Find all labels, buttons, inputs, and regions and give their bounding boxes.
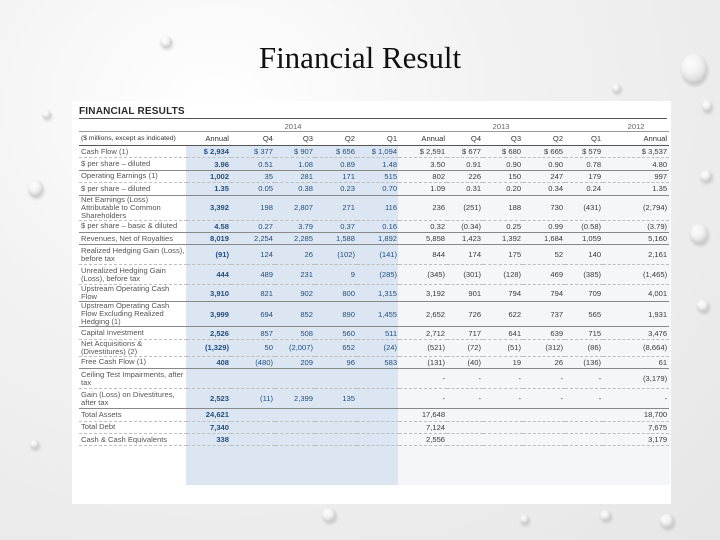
table-cell: 3,999 bbox=[187, 302, 231, 327]
table-cell: 18,700 bbox=[603, 409, 669, 421]
table-cell: 0.20 bbox=[483, 183, 523, 195]
table-cell bbox=[523, 433, 565, 445]
table-cell: 1,002 bbox=[187, 170, 231, 182]
table-cell bbox=[231, 369, 275, 389]
table-cell: - bbox=[399, 369, 447, 389]
table-cell: 0.25 bbox=[483, 220, 523, 232]
table-cell: (3.79) bbox=[603, 220, 669, 232]
table-cell: 2,526 bbox=[187, 327, 231, 339]
table-cell: 0.24 bbox=[565, 183, 603, 195]
table-cell: $ 677 bbox=[447, 146, 483, 158]
table-cell: 247 bbox=[523, 170, 565, 182]
table-row bbox=[79, 327, 669, 339]
table-cell: 844 bbox=[399, 245, 447, 265]
table-cell: 150 bbox=[483, 170, 523, 182]
table-cell: 0.23 bbox=[315, 183, 357, 195]
table-cell: 140 bbox=[565, 245, 603, 265]
table-cell: 1,059 bbox=[565, 232, 603, 244]
table-row bbox=[79, 389, 669, 409]
table-cell: $ 2,591 bbox=[399, 146, 447, 158]
table-cell: 1,392 bbox=[483, 232, 523, 244]
table-cell bbox=[357, 409, 399, 421]
table-cell bbox=[187, 369, 231, 389]
table-cell: 717 bbox=[447, 327, 483, 339]
table-cell: $ 377 bbox=[231, 146, 275, 158]
table-cell bbox=[483, 421, 523, 433]
table-cell: 5,160 bbox=[603, 232, 669, 244]
year-header-2014: 2014 bbox=[187, 121, 399, 132]
table-cell: 737 bbox=[523, 302, 565, 327]
table-cell: (1,329) bbox=[187, 339, 231, 356]
table-cell: 1.09 bbox=[399, 183, 447, 195]
column-header: Q1 bbox=[565, 132, 603, 146]
table-row bbox=[79, 369, 669, 389]
water-droplet bbox=[702, 100, 712, 112]
table-cell: 515 bbox=[357, 170, 399, 182]
units-note: ($ millions, except as indicated) bbox=[79, 132, 187, 146]
table-cell: 565 bbox=[565, 302, 603, 327]
table-cell: 2,285 bbox=[275, 232, 315, 244]
table-cell: 1.48 bbox=[357, 158, 399, 170]
table-cell: (385) bbox=[565, 265, 603, 285]
column-header: Annual bbox=[603, 132, 669, 146]
table-cell bbox=[357, 421, 399, 433]
table-cell: (91) bbox=[187, 245, 231, 265]
year-header-row bbox=[79, 121, 669, 132]
table-cell bbox=[565, 421, 603, 433]
table-cell bbox=[315, 433, 357, 445]
table-row bbox=[79, 158, 669, 170]
table-cell: 694 bbox=[231, 302, 275, 327]
table-cell: (301) bbox=[447, 265, 483, 285]
table-cell: (2,007) bbox=[275, 339, 315, 356]
table-cell: (72) bbox=[447, 339, 483, 356]
column-header-row bbox=[79, 132, 669, 146]
table-cell: 24,621 bbox=[187, 409, 231, 421]
table-cell bbox=[483, 433, 523, 445]
table-cell: 901 bbox=[447, 285, 483, 302]
table-cell: (40) bbox=[447, 356, 483, 368]
table-cell: - bbox=[483, 389, 523, 409]
table-row bbox=[79, 183, 669, 195]
row-label: $ per share – basic & diluted bbox=[79, 220, 187, 232]
table-cell: - bbox=[523, 389, 565, 409]
row-label: $ per share – diluted bbox=[79, 158, 187, 170]
table-cell: 19 bbox=[483, 356, 523, 368]
table-cell: (131) bbox=[399, 356, 447, 368]
table-cell: 2,399 bbox=[275, 389, 315, 409]
table-cell: 2,556 bbox=[399, 433, 447, 445]
table-cell: 408 bbox=[187, 356, 231, 368]
table-cell: 52 bbox=[523, 245, 565, 265]
table-row bbox=[79, 433, 669, 445]
table-cell bbox=[565, 433, 603, 445]
table-cell: 857 bbox=[231, 327, 275, 339]
table-cell bbox=[357, 433, 399, 445]
table-cell: (3,179) bbox=[603, 369, 669, 389]
row-label: Total Debt bbox=[79, 421, 187, 433]
financial-results-table-image bbox=[72, 101, 671, 504]
table-cell: 271 bbox=[315, 195, 357, 220]
table-row bbox=[79, 195, 669, 220]
table-cell: 0.91 bbox=[447, 158, 483, 170]
table-cell: 198 bbox=[231, 195, 275, 220]
table-cell: (141) bbox=[357, 245, 399, 265]
table-row bbox=[79, 170, 669, 182]
table-row bbox=[79, 302, 669, 327]
table-cell bbox=[275, 369, 315, 389]
column-header: Annual bbox=[399, 132, 447, 146]
table-cell: $ 907 bbox=[275, 146, 315, 158]
table-cell: 338 bbox=[187, 433, 231, 445]
table-cell: 902 bbox=[275, 285, 315, 302]
table-cell: 0.31 bbox=[447, 183, 483, 195]
table-cell bbox=[231, 409, 275, 421]
table-cell: $ 680 bbox=[483, 146, 523, 158]
table-cell: 652 bbox=[315, 339, 357, 356]
table-cell: 50 bbox=[231, 339, 275, 356]
table-row bbox=[79, 339, 669, 356]
column-header: Q4 bbox=[231, 132, 275, 146]
table-cell bbox=[231, 433, 275, 445]
table-cell: (431) bbox=[565, 195, 603, 220]
table-cell: (1,465) bbox=[603, 265, 669, 285]
water-droplet bbox=[28, 180, 43, 197]
table-cell: 188 bbox=[483, 195, 523, 220]
row-label: Gain (Loss) on Divestitures, after tax bbox=[79, 389, 187, 409]
table-row bbox=[79, 146, 669, 158]
table-row bbox=[79, 409, 669, 421]
financial-results-table bbox=[79, 121, 669, 446]
table-cell bbox=[315, 369, 357, 389]
table-cell: 0.16 bbox=[357, 220, 399, 232]
row-label: Net Earnings (Loss) Attributable to Common Shareholders bbox=[79, 195, 187, 220]
table-cell: $ 579 bbox=[565, 146, 603, 158]
row-label: Cash Flow (1) bbox=[79, 146, 187, 158]
table-cell: 4.58 bbox=[187, 220, 231, 232]
table-cell: 0.05 bbox=[231, 183, 275, 195]
table-cell bbox=[447, 421, 483, 433]
table-cell bbox=[523, 421, 565, 433]
table-cell: 2,254 bbox=[231, 232, 275, 244]
row-label: Revenues, Net of Royalties bbox=[79, 232, 187, 244]
table-cell: 5,858 bbox=[399, 232, 447, 244]
table-cell: - bbox=[399, 389, 447, 409]
table-cell: $ 2,934 bbox=[187, 146, 231, 158]
table-cell: 511 bbox=[357, 327, 399, 339]
table-cell: 179 bbox=[565, 170, 603, 182]
row-label: Total Assets bbox=[79, 409, 187, 421]
heading-rule bbox=[79, 118, 667, 119]
table-cell: 641 bbox=[483, 327, 523, 339]
table-cell: - bbox=[523, 369, 565, 389]
table-cell: (128) bbox=[483, 265, 523, 285]
table-cell: (0.34) bbox=[447, 220, 483, 232]
table-cell: 4.80 bbox=[603, 158, 669, 170]
row-label: Realized Hedging Gain (Loss), before tax bbox=[79, 245, 187, 265]
water-droplet bbox=[690, 224, 708, 244]
table-row bbox=[79, 285, 669, 302]
table-cell: $ 665 bbox=[523, 146, 565, 158]
water-droplet bbox=[520, 515, 529, 524]
row-label: Upstream Operating Cash Flow bbox=[79, 285, 187, 302]
column-header: Q3 bbox=[275, 132, 315, 146]
table-cell: 715 bbox=[565, 327, 603, 339]
table-cell: 226 bbox=[447, 170, 483, 182]
table-cell: 794 bbox=[523, 285, 565, 302]
table-cell: 281 bbox=[275, 170, 315, 182]
table-cell bbox=[275, 421, 315, 433]
table-heading: FINANCIAL RESULTS bbox=[79, 106, 185, 117]
table-cell: 9 bbox=[315, 265, 357, 285]
table-cell: (102) bbox=[315, 245, 357, 265]
row-label: Capital Investment bbox=[79, 327, 187, 339]
table-cell: 171 bbox=[315, 170, 357, 182]
table-row bbox=[79, 356, 669, 368]
table-cell: 3,476 bbox=[603, 327, 669, 339]
table-cell: 1,684 bbox=[523, 232, 565, 244]
table-cell: 7,124 bbox=[399, 421, 447, 433]
table-cell: 26 bbox=[275, 245, 315, 265]
table-cell: 997 bbox=[603, 170, 669, 182]
table-cell: $ 3,537 bbox=[603, 146, 669, 158]
water-droplet bbox=[697, 300, 709, 312]
table-cell: 1,315 bbox=[357, 285, 399, 302]
table-cell: 174 bbox=[447, 245, 483, 265]
table-cell: 236 bbox=[399, 195, 447, 220]
table-cell: 1.35 bbox=[603, 183, 669, 195]
table-cell: 2,161 bbox=[603, 245, 669, 265]
water-droplet bbox=[322, 508, 336, 522]
table-cell: 800 bbox=[315, 285, 357, 302]
table-cell: 1,423 bbox=[447, 232, 483, 244]
column-header: Q1 bbox=[357, 132, 399, 146]
table-cell bbox=[357, 389, 399, 409]
water-droplet bbox=[700, 170, 712, 182]
table-cell: 0.78 bbox=[565, 158, 603, 170]
water-droplet bbox=[612, 84, 621, 93]
table-cell: $ 656 bbox=[315, 146, 357, 158]
table-cell: 2,712 bbox=[399, 327, 447, 339]
table-cell: 35 bbox=[231, 170, 275, 182]
column-header: Q3 bbox=[483, 132, 523, 146]
table-cell: 1.35 bbox=[187, 183, 231, 195]
table-cell bbox=[315, 409, 357, 421]
table-cell: (51) bbox=[483, 339, 523, 356]
row-label: Unrealized Hedging Gain (Loss), before tax bbox=[79, 265, 187, 285]
table-cell: 0.70 bbox=[357, 183, 399, 195]
row-label: Operating Earnings (1) bbox=[79, 170, 187, 182]
table-cell: 1,455 bbox=[357, 302, 399, 327]
table-cell: 3,179 bbox=[603, 433, 669, 445]
table-cell: 7,340 bbox=[187, 421, 231, 433]
table-cell bbox=[483, 409, 523, 421]
table-cell: (86) bbox=[565, 339, 603, 356]
table-row bbox=[79, 220, 669, 232]
table-cell: 116 bbox=[357, 195, 399, 220]
table-cell: (136) bbox=[565, 356, 603, 368]
table-cell: 61 bbox=[603, 356, 669, 368]
table-cell: 4,001 bbox=[603, 285, 669, 302]
column-header: Q2 bbox=[315, 132, 357, 146]
table-cell: 821 bbox=[231, 285, 275, 302]
row-label: Ceiling Test Impairments, after tax bbox=[79, 369, 187, 389]
table-cell: 794 bbox=[483, 285, 523, 302]
table-cell bbox=[357, 369, 399, 389]
table-cell: 0.99 bbox=[523, 220, 565, 232]
table-cell: 3.96 bbox=[187, 158, 231, 170]
table-cell: 175 bbox=[483, 245, 523, 265]
table-row bbox=[79, 265, 669, 285]
table-cell: 852 bbox=[275, 302, 315, 327]
table-cell: 0.37 bbox=[315, 220, 357, 232]
table-cell: 726 bbox=[447, 302, 483, 327]
table-cell: 1,588 bbox=[315, 232, 357, 244]
table-cell: 0.90 bbox=[523, 158, 565, 170]
table-cell: 508 bbox=[275, 327, 315, 339]
table-cell: 3.50 bbox=[399, 158, 447, 170]
table-cell: (0.58) bbox=[565, 220, 603, 232]
table-cell: (312) bbox=[523, 339, 565, 356]
table-cell: (285) bbox=[357, 265, 399, 285]
table-cell: 583 bbox=[357, 356, 399, 368]
table-cell: 2,523 bbox=[187, 389, 231, 409]
column-header: Annual bbox=[187, 132, 231, 146]
table-cell: (480) bbox=[231, 356, 275, 368]
table-cell bbox=[275, 409, 315, 421]
table-cell: - bbox=[447, 389, 483, 409]
table-cell bbox=[565, 409, 603, 421]
table-cell: 0.32 bbox=[399, 220, 447, 232]
slide-title: Financial Result bbox=[258, 40, 462, 75]
table-cell: (11) bbox=[231, 389, 275, 409]
row-label: Free Cash Flow (1) bbox=[79, 356, 187, 368]
table-row bbox=[79, 245, 669, 265]
table-cell: 209 bbox=[275, 356, 315, 368]
water-droplet bbox=[660, 514, 674, 528]
table-cell: - bbox=[447, 369, 483, 389]
water-droplet bbox=[42, 110, 51, 119]
table-cell: 639 bbox=[523, 327, 565, 339]
table-cell: 96 bbox=[315, 356, 357, 368]
table-cell: 802 bbox=[399, 170, 447, 182]
table-cell: (521) bbox=[399, 339, 447, 356]
table-cell: (8,664) bbox=[603, 339, 669, 356]
table-cell: 0.34 bbox=[523, 183, 565, 195]
row-label: $ per share – diluted bbox=[79, 183, 187, 195]
table-cell: 0.90 bbox=[483, 158, 523, 170]
table-cell: 1,892 bbox=[357, 232, 399, 244]
table-cell bbox=[315, 421, 357, 433]
table-cell: 231 bbox=[275, 265, 315, 285]
table-cell: - bbox=[565, 389, 603, 409]
table-cell: 8,019 bbox=[187, 232, 231, 244]
year-header-2013: 2013 bbox=[399, 121, 603, 132]
table-cell: - bbox=[483, 369, 523, 389]
table-cell: 0.27 bbox=[231, 220, 275, 232]
water-droplet bbox=[600, 510, 611, 521]
table-cell: 2,807 bbox=[275, 195, 315, 220]
table-row bbox=[79, 232, 669, 244]
table-cell: 0.89 bbox=[315, 158, 357, 170]
table-cell: 444 bbox=[187, 265, 231, 285]
table-cell: 17,648 bbox=[399, 409, 447, 421]
row-label: Cash & Cash Equivalents bbox=[79, 433, 187, 445]
table-cell: 0.51 bbox=[231, 158, 275, 170]
table-cell: 1,931 bbox=[603, 302, 669, 327]
table-cell: (2,794) bbox=[603, 195, 669, 220]
table-cell: - bbox=[565, 369, 603, 389]
table-cell: 469 bbox=[523, 265, 565, 285]
table-cell: 3,392 bbox=[187, 195, 231, 220]
table-cell: 622 bbox=[483, 302, 523, 327]
year-header-2012: 2012 bbox=[603, 121, 669, 132]
table-cell: 890 bbox=[315, 302, 357, 327]
table-cell: (251) bbox=[447, 195, 483, 220]
table-cell: 124 bbox=[231, 245, 275, 265]
row-label: Upstream Operating Cash Flow Excluding Realized Hedging (1) bbox=[79, 302, 187, 327]
table-cell: 3,910 bbox=[187, 285, 231, 302]
column-header: Q2 bbox=[523, 132, 565, 146]
table-cell: 489 bbox=[231, 265, 275, 285]
table-cell: 3,192 bbox=[399, 285, 447, 302]
table-cell: (345) bbox=[399, 265, 447, 285]
table-cell: 1.08 bbox=[275, 158, 315, 170]
table-cell bbox=[231, 421, 275, 433]
column-header: Q4 bbox=[447, 132, 483, 146]
table-cell: 560 bbox=[315, 327, 357, 339]
table-cell: $ 1,094 bbox=[357, 146, 399, 158]
table-cell: 2,652 bbox=[399, 302, 447, 327]
table-cell bbox=[447, 433, 483, 445]
table-cell: 3.79 bbox=[275, 220, 315, 232]
table-cell: (24) bbox=[357, 339, 399, 356]
table-cell: 26 bbox=[523, 356, 565, 368]
row-label: Net Acquisitions & (Divestitures) (2) bbox=[79, 339, 187, 356]
table-cell: 135 bbox=[315, 389, 357, 409]
table-row bbox=[79, 421, 669, 433]
water-droplet bbox=[30, 440, 39, 449]
table-cell bbox=[275, 433, 315, 445]
table-cell: 7,675 bbox=[603, 421, 669, 433]
table-cell bbox=[447, 409, 483, 421]
table-cell: 709 bbox=[565, 285, 603, 302]
table-cell bbox=[523, 409, 565, 421]
table-cell: - bbox=[603, 389, 669, 409]
table-cell: 730 bbox=[523, 195, 565, 220]
table-cell: 0.38 bbox=[275, 183, 315, 195]
